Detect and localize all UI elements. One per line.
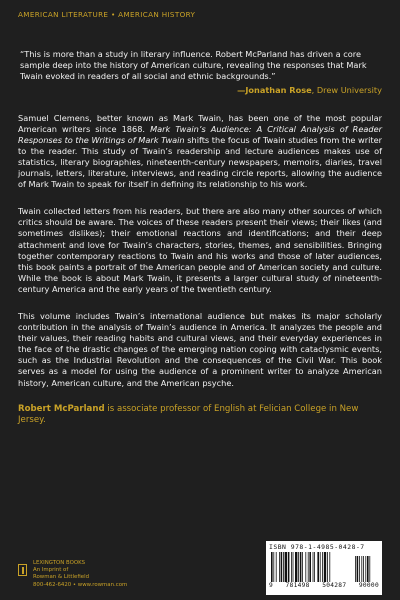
barcode-stripe [271, 552, 273, 582]
barcode [266, 541, 382, 595]
publisher-logo-icon [18, 564, 27, 576]
quote-attribution [18, 85, 382, 95]
publisher-name: LEXINGTON BOOKS [33, 560, 86, 566]
author-bio [18, 404, 382, 427]
footer [0, 538, 400, 600]
quote-affiliation: , Drew University [311, 84, 382, 95]
endorsement-quote: “This is more than a study in literary influence. Robert McParland has driven a core sample deep into the history of American culture, revealing the responses that Mark Twain evoked in readers of all social and ethnic backgrounds.” [20, 49, 367, 82]
description-paragraph-1 [18, 113, 382, 191]
barcode-stripe [281, 552, 283, 582]
barcode-stripe [308, 552, 309, 582]
author-bio-text: is associate professor of English at Felician College in New Jersey. [18, 403, 359, 426]
isbn-label: ISBN 978-1-4985-0428-7 [269, 543, 365, 551]
barcode-addon-stripe [355, 556, 356, 582]
barcode-stripe [314, 552, 315, 582]
barcode-addon-stripe [361, 556, 362, 582]
barcode-stripe [295, 552, 297, 582]
barcode-stripe [298, 552, 299, 582]
barcode-stripe [324, 552, 326, 582]
barcode-digit-left: 9 [269, 582, 274, 589]
barcode-addon-stripe [357, 556, 359, 582]
barcode-digits-right: 504287 [322, 582, 347, 589]
barcode-addon-stripe [363, 556, 364, 582]
publisher-line-2: Rowman & Littlefield [33, 574, 89, 581]
category-line: AMERICAN LITERATURE • AMERICAN HISTORY [18, 10, 196, 19]
publisher-block [18, 560, 127, 589]
barcode-stripe [320, 552, 321, 582]
publisher-line-3: 800-462-6420 • www.rowman.com [33, 581, 128, 588]
barcode-addon-stripe [365, 556, 366, 582]
barcode-stripe [283, 552, 284, 582]
barcode-graphic [269, 552, 379, 582]
barcode-stripe [285, 552, 287, 582]
barcode-stripe [329, 552, 330, 582]
barcode-stripe [276, 552, 277, 582]
barcode-stripe [279, 552, 280, 582]
barcode-digits-mid: 781498 [285, 582, 310, 589]
barcode-addon: 90000 [358, 582, 379, 589]
barcode-stripe [309, 552, 311, 582]
description-paragraph-2: Twain collected letters from his readers, but there are also many other sources of which critics should be aware. The voices of these readers present their views; their likes (and sometimes dislikes); their emotional reactions and identifications; and their deep attachment and love for Twain’s characters, stories, themes, and sensibilities. Bringing together contemporary reactions to Twain and his works and those of later audiences, this book paints a portrait of the American people and of American society and culture. While the book is about Mark Twain, it presents a larger cultural study of nineteenth-century America and the early years of the twentieth century. [18, 206, 382, 294]
description-paragraph-3: This volume includes Twain’s international audience but makes its major scholarly contribution in the analysis of Twain’s audience in America. It analyzes the people and their values, their reading habits and cultural views, and their everyday experiences in the face of the drastic changes of the emerging nation coping with cataclysmic events, such as the Industrial Revolution and the consequences of the Civil War. This book serves as a model for using the audience of a prominent writer to analyze American history, American culture, and the American psyche. [18, 311, 382, 388]
barcode-stripe [327, 552, 328, 582]
quote-author: —Jonathan Rose [237, 84, 312, 95]
book-title: Mark Twain’s Audience: A Critical Analysis of Reader Responses to the Writings of Mark Twain [18, 123, 383, 145]
barcode-stripe [293, 552, 294, 582]
publisher-line-1: An Imprint of [33, 567, 69, 574]
barcode-stripe [288, 552, 290, 582]
barcode-addon-stripe [369, 556, 370, 582]
barcode-bars [269, 552, 379, 582]
barcode-stripe [317, 552, 319, 582]
barcode-stripe [291, 552, 292, 582]
p1-after: shifts the focus of Twain studies from the writer to the reader. This study of Twain’s readership and lecture audiences makes use of statistics, literary biographies, nineteenth-century newspapers, memoirs, diaries, travel journals, letters, literature, interviews, and reading circle reports, allowing the audience of Mark Twain to speak for itself in defining its relationship to his work. [18, 134, 382, 190]
barcode-stripe [300, 552, 302, 582]
publisher-info [33, 560, 127, 589]
barcode-stripe [273, 552, 274, 582]
barcode-stripe [313, 552, 314, 582]
barcode-numbers [269, 582, 379, 589]
p1-before: Samuel Clemens, better known as Mark Twain, has been one of the most popular American writers since 1868. [18, 112, 382, 134]
barcode-addon-stripe [359, 556, 360, 582]
barcode-stripe [302, 552, 303, 582]
barcode-stripe [322, 552, 323, 582]
author-name: Robert McParland [18, 403, 105, 414]
barcode-stripe [305, 552, 306, 582]
barcode-addon-stripe [367, 556, 369, 582]
